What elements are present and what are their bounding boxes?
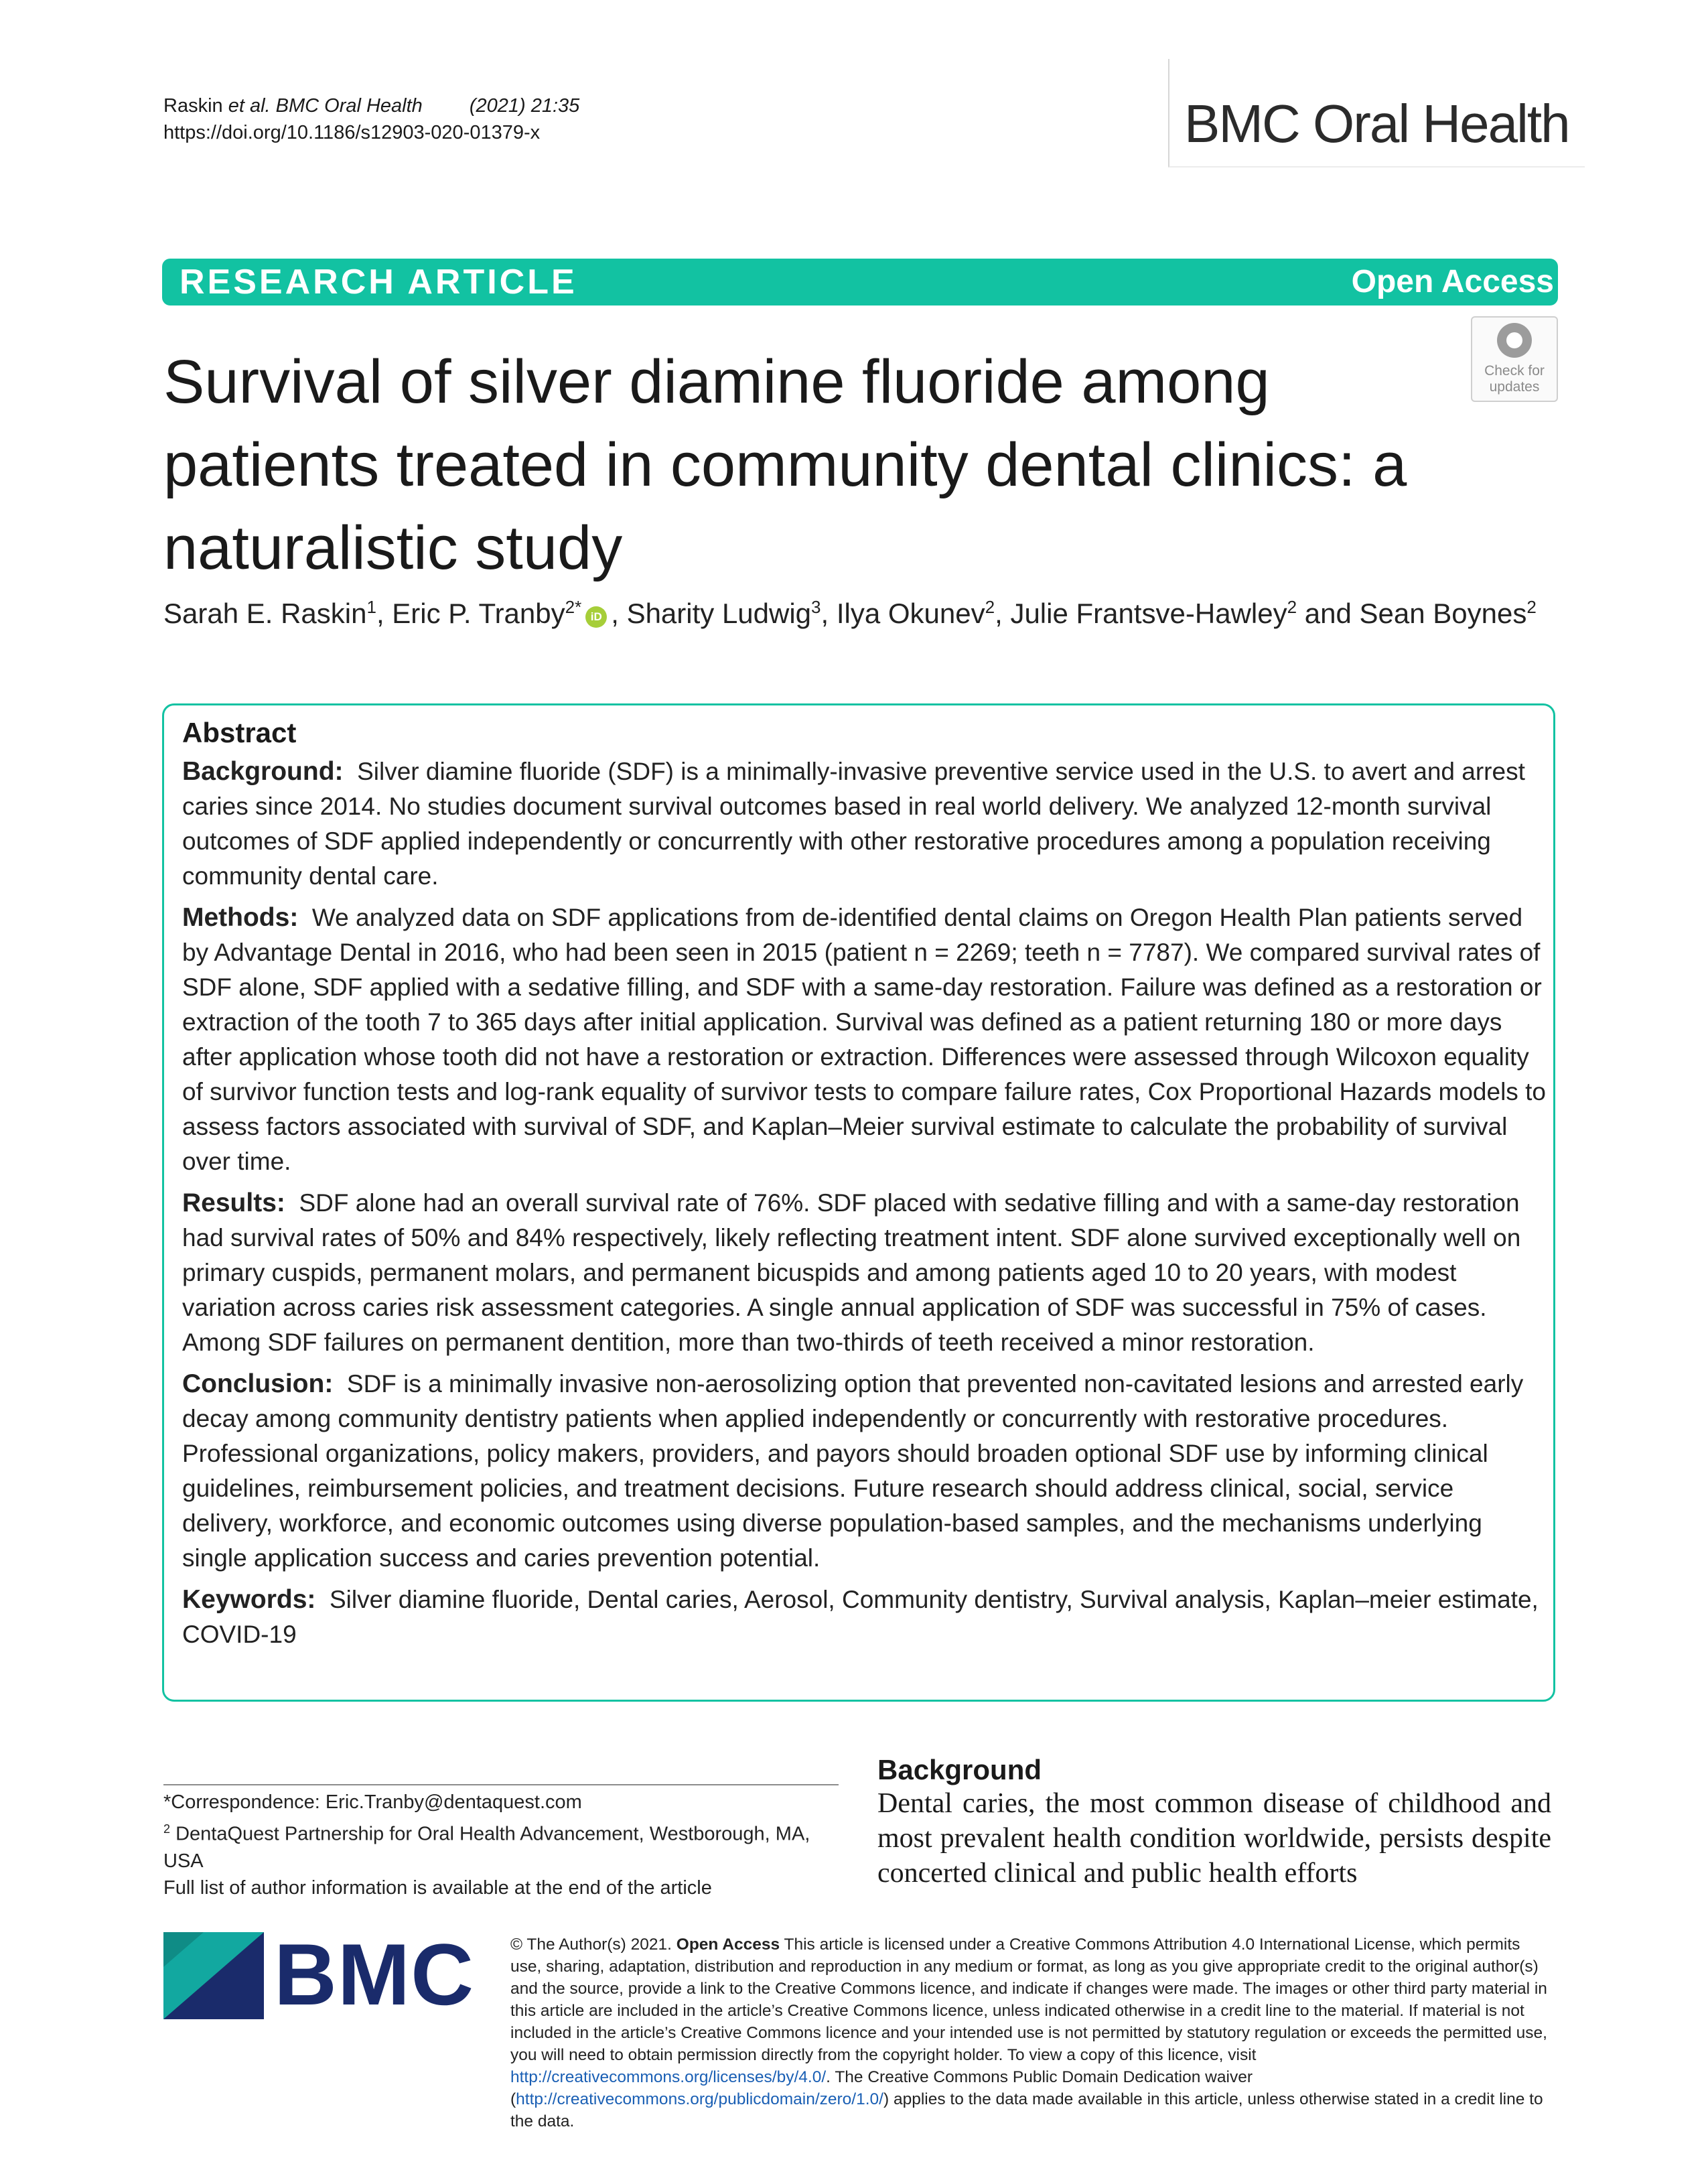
footnote-divider [163,1784,839,1785]
footnote [163,1789,847,1901]
abstract-methods: Methods: We analyzed data on SDF applications from de-identified dental claims on Oregon Health Plan patients served by Advantage Dental in 2016, who had been seen in 2015 (patient n = 2269; teeth n = 7787). We compared survival rates of SDF alone, SDF applied with a sedative filling, and SDF with a same-day restoration. Failure was defined as a restoration or extraction of the tooth 7 to 365 days after initial application. Survival was defined as a patient returning 180 or more days after application whose tooth did not have a restoration or extraction. Differences were assessed through Wilcoxon equality of survivor function tests and log-rank equality of survivor tests to compare failure rates, Cox Proportional Hazards models to assess factors associated with survival of SDF, and Kaplan–Meier survival estimate to calculate the probability of survival over time. [182,903,1546,1175]
author-affiliation: 1 [366,597,376,617]
author-affiliation: 2 [1287,597,1297,617]
author-name: Sarah E. Raskin [163,598,367,629]
author-affiliation: 3 [811,597,821,617]
background-text: Dental caries, the most common disease of childhood and most prevalent health condition worldwide, persists despite concerted clinical and public health efforts [877,1788,1551,1889]
author-name: Eric P. Tranby [392,598,565,629]
bmc-logo-text: BMC [274,1925,475,2023]
citation-author: Raskin [163,95,228,117]
article-type-label: RESEARCH ARTICLE [180,263,577,301]
doi-link[interactable]: https://doi.org/10.1186/s12903-020-01379-x [163,122,541,143]
article-title: Survival of silver diamine fluoride among patients treated in community dental clinics: a naturalistic study [163,348,1407,582]
abstract-keywords: Keywords: Silver diamine fluoride, Dental caries, Aerosol, Community dentistry, Survival analysis, Kaplan–meier estimate, COVID-19 [182,1585,1539,1648]
bmc-logo [163,1925,485,2023]
check-updates-line1: Check for [1484,363,1545,379]
abstract-body [182,754,1549,1659]
author-affiliation: 2 [985,597,995,617]
citation-journal: et al. BMC Oral Health [228,95,423,117]
abstract-background: Background: Silver diamine fluoride (SDF) is a minimally-invasive preventive service used in the U.S. to avert and arrest caries since 2014. No studies document survival outcomes based in real world delivery. We analyzed 12-month survival outcomes of SDF applied independently or concurrently with other restorative procedures among a population receiving community dental care. [182,757,1525,890]
author-list: Sarah E. Raskin$^1$, Eric P. Tranby$^{2*}$ iD , Sharity Ludwig$^3$, Ilya Okunev$^2$, Julie Frantsve‑Hawley$^2$ and Sean Boynes$^2$ [163,597,1537,629]
license-link-cc-by[interactable]: http://creativecommons.org/licenses/by/4.0/ [510,2068,827,2086]
author-name: Julie Frantsve‑Hawley [1010,598,1287,629]
author-affiliation: 2* [565,597,582,617]
license-link-cc0[interactable]: http://creativecommons.org/publicdomain/zero/1.0/ [516,2090,883,2108]
journal-name: BMC Oral Health [1184,94,1569,153]
abstract-heading: Abstract [182,717,297,748]
author-name: Sean Boynes [1359,598,1527,629]
check-updates-line2: updates [1489,379,1540,395]
check-updates-icon [1497,323,1532,358]
check-for-updates-badge[interactable] [1471,316,1558,402]
background-heading: Background [877,1754,1042,1785]
orcid-icon[interactable]: iD [585,606,607,628]
abstract-results: Results: SDF alone had an overall survival rate of 76%. SDF placed with sedative filling and with a same-day restoration had survival rates of 50% and 84% respectively, likely reflecting treatment intent. SDF alone survived exceptionally well on primary cuspids, permanent molars, and permanent bicuspids and among patients aged 10 to 20 years, with modest variation across caries risk assessment categories. A single annual application of SDF was successful in 75% of cases. Among SDF failures on permanent dentition, more than two-thirds of teeth received a minor restoration. [182,1188,1521,1356]
citation-volume: (2021) 21:35 [469,95,580,117]
bmc-logo-mark [163,1932,264,2019]
correspondence: *Correspondence: Eric.Tranby@dentaquest.com [163,1791,582,1813]
author-info-note: Full list of author information is available at the end of the article [163,1877,712,1899]
citation-header [163,92,579,146]
license-text: © The Author(s) 2021. Open Access This article is licensed under a Creative Commons Attribution 4.0 International License, which permits use, sharing, adaptation, distribution and reproduction in any medium or format, as long as you give appropriate credit to the original author(s) and the source, provide a link to the Creative Commons licence, and indicate if changes were made. The images or other third party material in this article are included in the article’s Creative Commons licence, unless indicated otherwise in a credit line to the material. If material is not included in the article’s Creative Commons licence and your intended use is not permitted by statutory regulation or exceeds the permitted use, you will need to obtain permission directly from the copyright holder. To view a copy of this licence, visit http://creativecommons.org/licenses/by/4.0/. The Creative Commons Public Domain Dedication waiver (http://creativecommons.org/publicdomain/zero/1.0/) applies to the data made available in this article, unless otherwise stated in a credit line to the data. [510,1935,1547,2130]
abstract-conclusion: Conclusion: SDF is a minimally invasive non-aerosolizing option that prevented non-cavitated lesions and arrested early decay among community dentistry patients when applied independently or concurrently with restorative procedures. Professional organizations, policy makers, providers, and payors should broaden optional SDF use by informing clinical guidelines, reimbursement policies, and treatment decisions. Future research should address clinical, social, service delivery, workforce, and economic outcomes using diverse population-based samples, and the mechanisms underlying single application success and caries prevention potential. [182,1369,1524,1572]
open-access-label: Open Access [1351,264,1554,299]
author-name: Sharity Ludwig [626,598,812,629]
author-name: Ilya Okunev [836,598,985,629]
affiliation: $^2$ DentaQuest Partnership for Oral Health Advancement, Westborough, MA, USA [163,1822,810,1872]
author-affiliation: 2 [1526,597,1537,617]
